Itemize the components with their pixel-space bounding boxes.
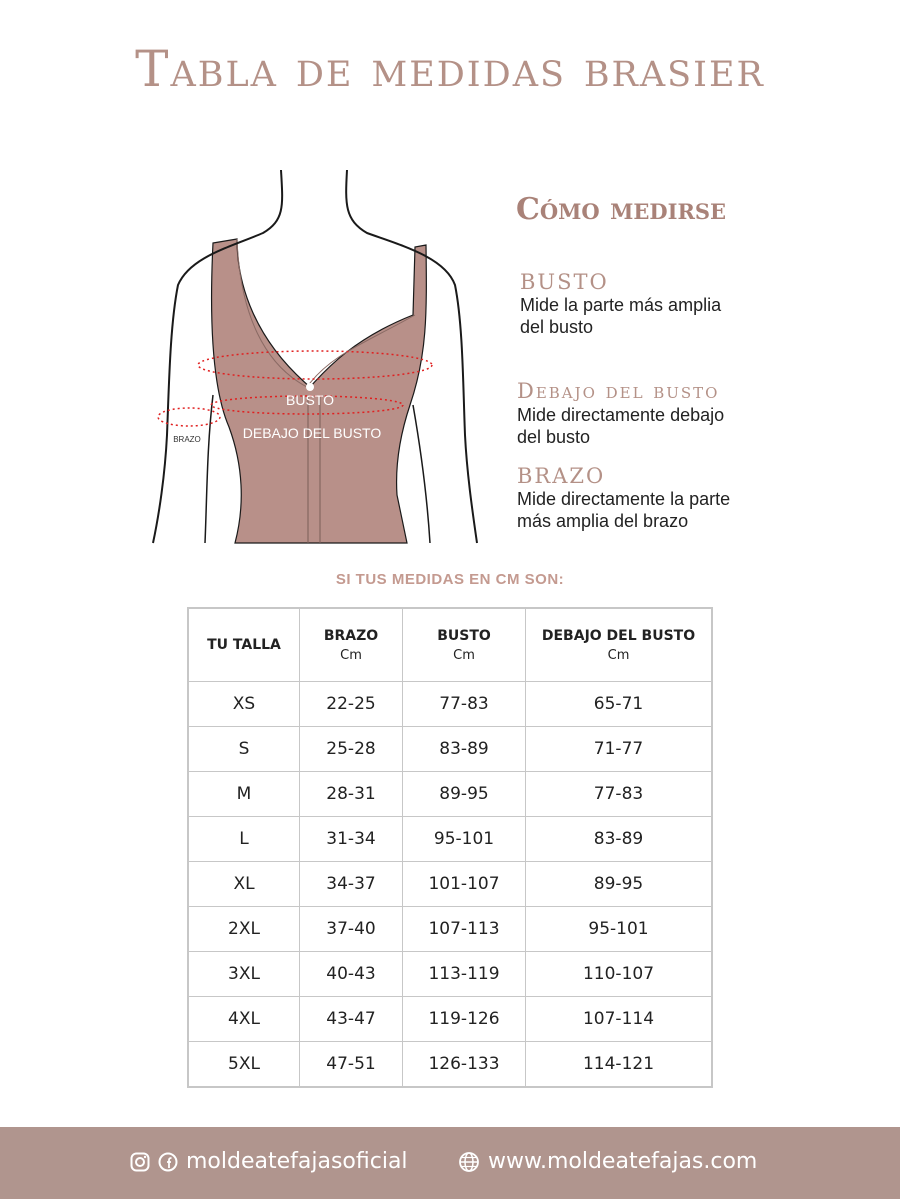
header-busto: BUSTO Cm bbox=[403, 608, 526, 682]
table-row bbox=[188, 682, 712, 727]
cell-brazo: 37-40 bbox=[300, 907, 403, 952]
cell-busto: 119-126 bbox=[403, 997, 526, 1042]
facebook-icon bbox=[158, 1152, 178, 1172]
measure-desc-brazo-line2: más amplia del brazo bbox=[517, 511, 689, 531]
table-row bbox=[188, 817, 712, 862]
center-dot bbox=[306, 383, 314, 391]
cell-brazo: 28-31 bbox=[300, 772, 403, 817]
measure-desc-busto-line1: Mide la parte más amplia bbox=[520, 295, 722, 315]
cell-debajo: 95-101 bbox=[526, 907, 713, 952]
measure-label-brazo: BRAZO bbox=[517, 464, 606, 488]
measure-desc-busto-line2: del busto bbox=[520, 317, 594, 337]
cell-debajo: 110-107 bbox=[526, 952, 713, 997]
figure-label-busto: BUSTO bbox=[286, 392, 334, 408]
page-title: Tabla de medidas brasier bbox=[135, 40, 765, 98]
figure-label-brazo: BRAZO bbox=[173, 435, 201, 444]
social-link[interactable] bbox=[130, 1149, 408, 1174]
size-table bbox=[187, 607, 713, 1088]
garment-shape bbox=[212, 239, 427, 543]
table-header-row bbox=[188, 608, 712, 682]
cell-brazo: 43-47 bbox=[300, 997, 403, 1042]
cell-talla: 5XL bbox=[188, 1042, 300, 1088]
measure-label-busto: BUSTO bbox=[520, 270, 609, 294]
table-row bbox=[188, 727, 712, 772]
table-row bbox=[188, 1042, 712, 1088]
cell-debajo: 114-121 bbox=[526, 1042, 713, 1088]
measure-label-debajo: Debajo del busto bbox=[517, 379, 720, 403]
cell-busto: 95-101 bbox=[403, 817, 526, 862]
website-link[interactable] bbox=[458, 1149, 757, 1174]
instagram-icon bbox=[130, 1152, 150, 1172]
header-talla: TU TALLA bbox=[188, 608, 300, 682]
cell-debajo: 65-71 bbox=[526, 682, 713, 727]
measure-desc-debajo bbox=[517, 404, 787, 448]
cell-talla: 4XL bbox=[188, 997, 300, 1042]
figure-label-debajo: DEBAJO DEL BUSTO bbox=[242, 425, 382, 441]
table-row bbox=[188, 997, 712, 1042]
measure-desc-brazo-line1: Mide directamente la parte bbox=[517, 489, 731, 509]
measure-desc-debajo-line2: del busto bbox=[517, 427, 591, 447]
social-handle: moldeatefajasoficial bbox=[186, 1149, 408, 1174]
cell-brazo: 31-34 bbox=[300, 817, 403, 862]
table-row bbox=[188, 952, 712, 997]
cell-busto: 83-89 bbox=[403, 727, 526, 772]
cell-busto: 101-107 bbox=[403, 862, 526, 907]
cell-debajo: 71-77 bbox=[526, 727, 713, 772]
cell-busto: 89-95 bbox=[403, 772, 526, 817]
cell-talla: S bbox=[188, 727, 300, 772]
cell-brazo: 47-51 bbox=[300, 1042, 403, 1088]
header-debajo: DEBAJO DEL BUSTO Cm bbox=[526, 608, 713, 682]
cell-busto: 107-113 bbox=[403, 907, 526, 952]
table-row bbox=[188, 772, 712, 817]
measure-desc-debajo-line1: Mide directamente debajo bbox=[517, 405, 725, 425]
cell-brazo: 25-28 bbox=[300, 727, 403, 772]
cell-brazo: 34-37 bbox=[300, 862, 403, 907]
table-row bbox=[188, 907, 712, 952]
measure-desc-brazo bbox=[517, 488, 787, 532]
cell-talla: XL bbox=[188, 862, 300, 907]
cell-debajo: 107-114 bbox=[526, 997, 713, 1042]
cell-debajo: 83-89 bbox=[526, 817, 713, 862]
cell-talla: L bbox=[188, 817, 300, 862]
arm-inner-right bbox=[413, 405, 430, 543]
cell-talla: M bbox=[188, 772, 300, 817]
cell-brazo: 40-43 bbox=[300, 952, 403, 997]
website-url: www.moldeatefajas.com bbox=[488, 1149, 758, 1174]
cell-debajo: 77-83 bbox=[526, 772, 713, 817]
body-illustration bbox=[145, 165, 485, 545]
how-to-heading: Cómo medirse bbox=[516, 192, 727, 227]
cell-talla: XS bbox=[188, 682, 300, 727]
arm-inner-left bbox=[205, 395, 213, 543]
cell-busto: 126-133 bbox=[403, 1042, 526, 1088]
header-brazo: BRAZO Cm bbox=[300, 608, 403, 682]
cell-talla: 2XL bbox=[188, 907, 300, 952]
footer-bar bbox=[0, 1127, 900, 1199]
cell-brazo: 22-25 bbox=[300, 682, 403, 727]
table-subtitle: SI TUS MEDIDAS EN CM SON: bbox=[335, 571, 565, 588]
cell-busto: 77-83 bbox=[403, 682, 526, 727]
cell-debajo: 89-95 bbox=[526, 862, 713, 907]
cell-busto: 113-119 bbox=[403, 952, 526, 997]
cell-talla: 3XL bbox=[188, 952, 300, 997]
globe-icon bbox=[458, 1151, 480, 1173]
measure-desc-busto bbox=[520, 294, 790, 338]
table-row bbox=[188, 862, 712, 907]
